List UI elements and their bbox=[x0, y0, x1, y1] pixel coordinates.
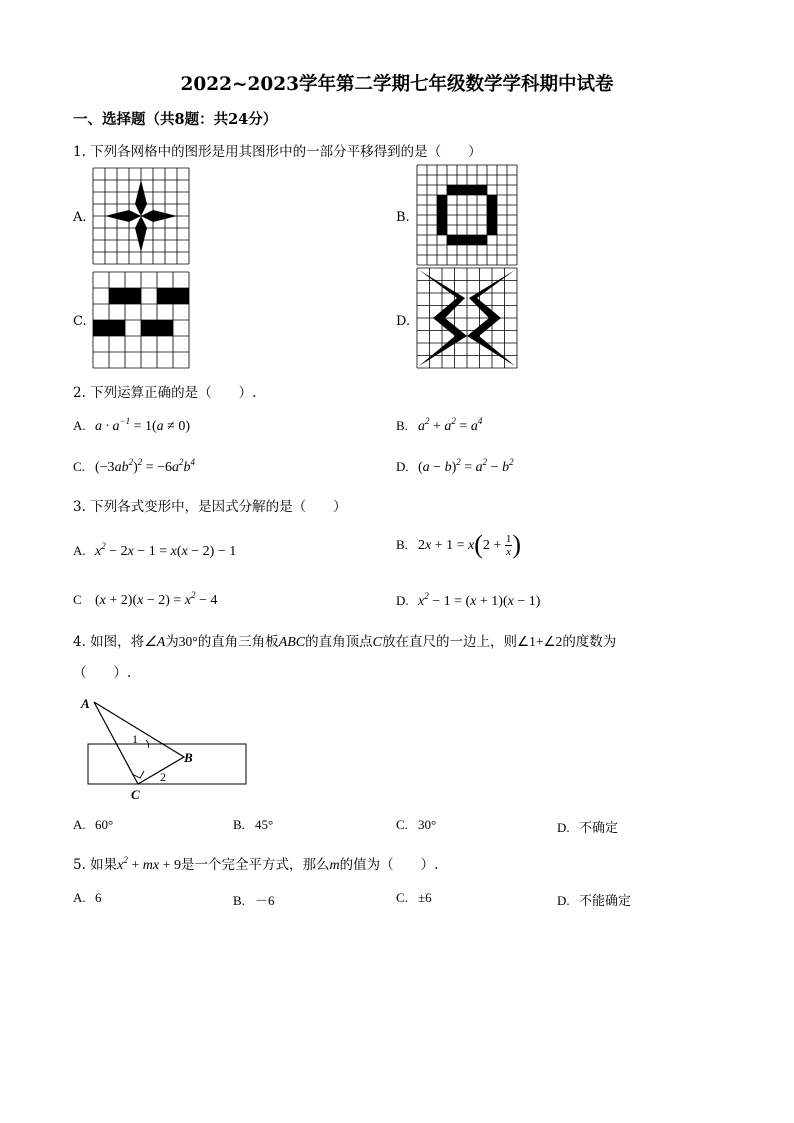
q4-figure-label-b: B bbox=[184, 750, 193, 765]
q4-stem-part: 的直角顶点 bbox=[305, 634, 373, 650]
q4-stem-part: 4. 如图，将 bbox=[73, 634, 145, 650]
q4-option-b-text: 45° bbox=[255, 817, 274, 832]
q2-option-d-label: D. bbox=[396, 459, 409, 474]
q4-triangle-abc: ABC bbox=[278, 635, 306, 650]
q5-option-c-text: ±6 bbox=[418, 890, 432, 905]
q3-option-b-formula: 2x + 1 = x(2 + $\frac{1}{x}$ ) bbox=[418, 530, 521, 559]
q1-figure-a bbox=[93, 168, 189, 264]
q3-option-d bbox=[396, 591, 540, 610]
q3-option-a-formula: $x^2 - 2x - 1 = x(x - 2) - 1$ bbox=[95, 541, 237, 559]
q1-option-b-label: B. bbox=[396, 210, 410, 225]
q5-stem-part: 5. 如果 bbox=[73, 857, 118, 873]
q3-option-d-label: D. bbox=[396, 593, 409, 608]
q3-option-d-formula: $x^2 - 1 = (x + 1)(x - 1)$ bbox=[418, 591, 541, 609]
q4-degree-30: 30° bbox=[178, 634, 198, 649]
q3-option-a bbox=[73, 541, 236, 560]
q4-option-b-label: B. bbox=[233, 817, 245, 832]
q3-option-c bbox=[73, 590, 217, 609]
q1-figure-c bbox=[93, 272, 189, 368]
q5-option-d-text: 不能确定 bbox=[579, 894, 632, 909]
q5-option-a-label: A. bbox=[73, 890, 86, 905]
q4-stem-part: 的度数为 bbox=[562, 634, 617, 650]
q3-option-b bbox=[396, 530, 521, 560]
q4-option-b bbox=[233, 817, 273, 833]
q4-stem-part: 放在直尺的一边上，则 bbox=[381, 634, 517, 650]
q5-option-b-label: B. bbox=[233, 893, 245, 908]
q4-angle-sum: ∠1+∠2 bbox=[516, 634, 563, 649]
q5-variable-m: m bbox=[329, 858, 340, 873]
q4-figure-angle-2: 2 bbox=[160, 770, 166, 784]
question-3-stem: 3. 下列各式变形中，是因式分解的是（ ） bbox=[73, 499, 347, 515]
q1-option-c-label: C. bbox=[73, 314, 87, 329]
q4-option-a-label: A. bbox=[73, 817, 86, 832]
q4-option-c bbox=[396, 817, 436, 833]
q4-figure-label-a: A bbox=[81, 696, 90, 711]
q4-option-d-text: 不确定 bbox=[579, 821, 619, 836]
q4-option-c-text: 30° bbox=[418, 817, 437, 832]
q5-formula: $x^2$ + mx + 9 bbox=[117, 855, 182, 873]
q3-option-b-label: B. bbox=[396, 537, 408, 552]
q5-option-c bbox=[396, 890, 432, 906]
q5-option-a bbox=[73, 890, 102, 906]
q2-option-c-label: C. bbox=[73, 459, 85, 474]
q5-option-d-label: D. bbox=[557, 893, 570, 908]
q4-option-d bbox=[557, 817, 618, 836]
q5-option-d bbox=[557, 890, 631, 909]
q3-option-a-label: A. bbox=[73, 543, 86, 558]
q5-option-a-text: 6 bbox=[95, 890, 102, 905]
q4-stem-part: 为 bbox=[165, 634, 179, 650]
q5-option-c-label: C. bbox=[396, 890, 408, 905]
q2-option-b bbox=[396, 416, 482, 435]
q3-option-c-formula: $(x + 2)(x - 2) = x^2 - 4$ bbox=[95, 590, 218, 608]
q2-option-a-formula: $a \cdot a^{-1} = 1(a \ne 0)$ bbox=[95, 416, 190, 434]
q4-figure-angle-1: 1 bbox=[132, 732, 138, 746]
q5-stem-part: 的值为（ ）. bbox=[339, 857, 439, 873]
q2-option-b-formula: $a^2 + a^2 = a^4$ bbox=[418, 416, 483, 434]
q4-figure-triangle-ruler bbox=[80, 692, 260, 807]
q4-option-d-label: D. bbox=[557, 820, 570, 835]
q4-option-c-label: C. bbox=[396, 817, 408, 832]
question-1-stem: 1. 下列各网格中的图形是用其图形中的一部分平移得到的是（ ） bbox=[73, 144, 482, 160]
q2-option-c bbox=[73, 457, 195, 476]
q3-option-c-label: C bbox=[73, 592, 82, 607]
q4-option-a bbox=[73, 817, 113, 833]
q4-vertex-c: C bbox=[372, 635, 382, 650]
q2-option-a bbox=[73, 416, 190, 435]
q5-option-b bbox=[233, 890, 275, 909]
question-2-stem: 2. 下列运算正确的是（ ）. bbox=[73, 385, 257, 401]
q1-option-a-label: A. bbox=[73, 210, 87, 225]
q4-figure-label-c: C bbox=[131, 787, 140, 802]
section-heading: 一、选择题（共8题：共24分） bbox=[73, 111, 278, 128]
question-4-stem-line2: （ ）. bbox=[73, 665, 132, 681]
q2-option-d bbox=[396, 457, 514, 476]
q1-figure-b bbox=[417, 165, 517, 265]
question-4-stem bbox=[73, 630, 616, 651]
q4-stem-part: 的直角三角板 bbox=[197, 634, 279, 650]
question-5-stem bbox=[73, 853, 438, 874]
q5-stem-part: 是一个完全平方式，那么 bbox=[181, 857, 330, 873]
q5-option-b-text: －6 bbox=[255, 893, 275, 908]
q2-option-b-label: B. bbox=[396, 418, 408, 433]
q1-option-d-label: D. bbox=[396, 314, 411, 329]
q4-option-a-text: 60° bbox=[95, 817, 114, 832]
q2-option-c-formula: $(-3ab^2)^2 = -6a^2b^4$ bbox=[95, 457, 196, 475]
page-title: 2022~2023学年第二学期七年级数学学科期中试卷 bbox=[180, 74, 614, 95]
q2-option-d-formula: $(a - b)^2 = a^2 - b^2$ bbox=[418, 457, 514, 475]
q2-option-a-label: A. bbox=[73, 418, 86, 433]
q4-angle-a: ∠A bbox=[144, 635, 166, 650]
q1-figure-d bbox=[417, 268, 517, 368]
